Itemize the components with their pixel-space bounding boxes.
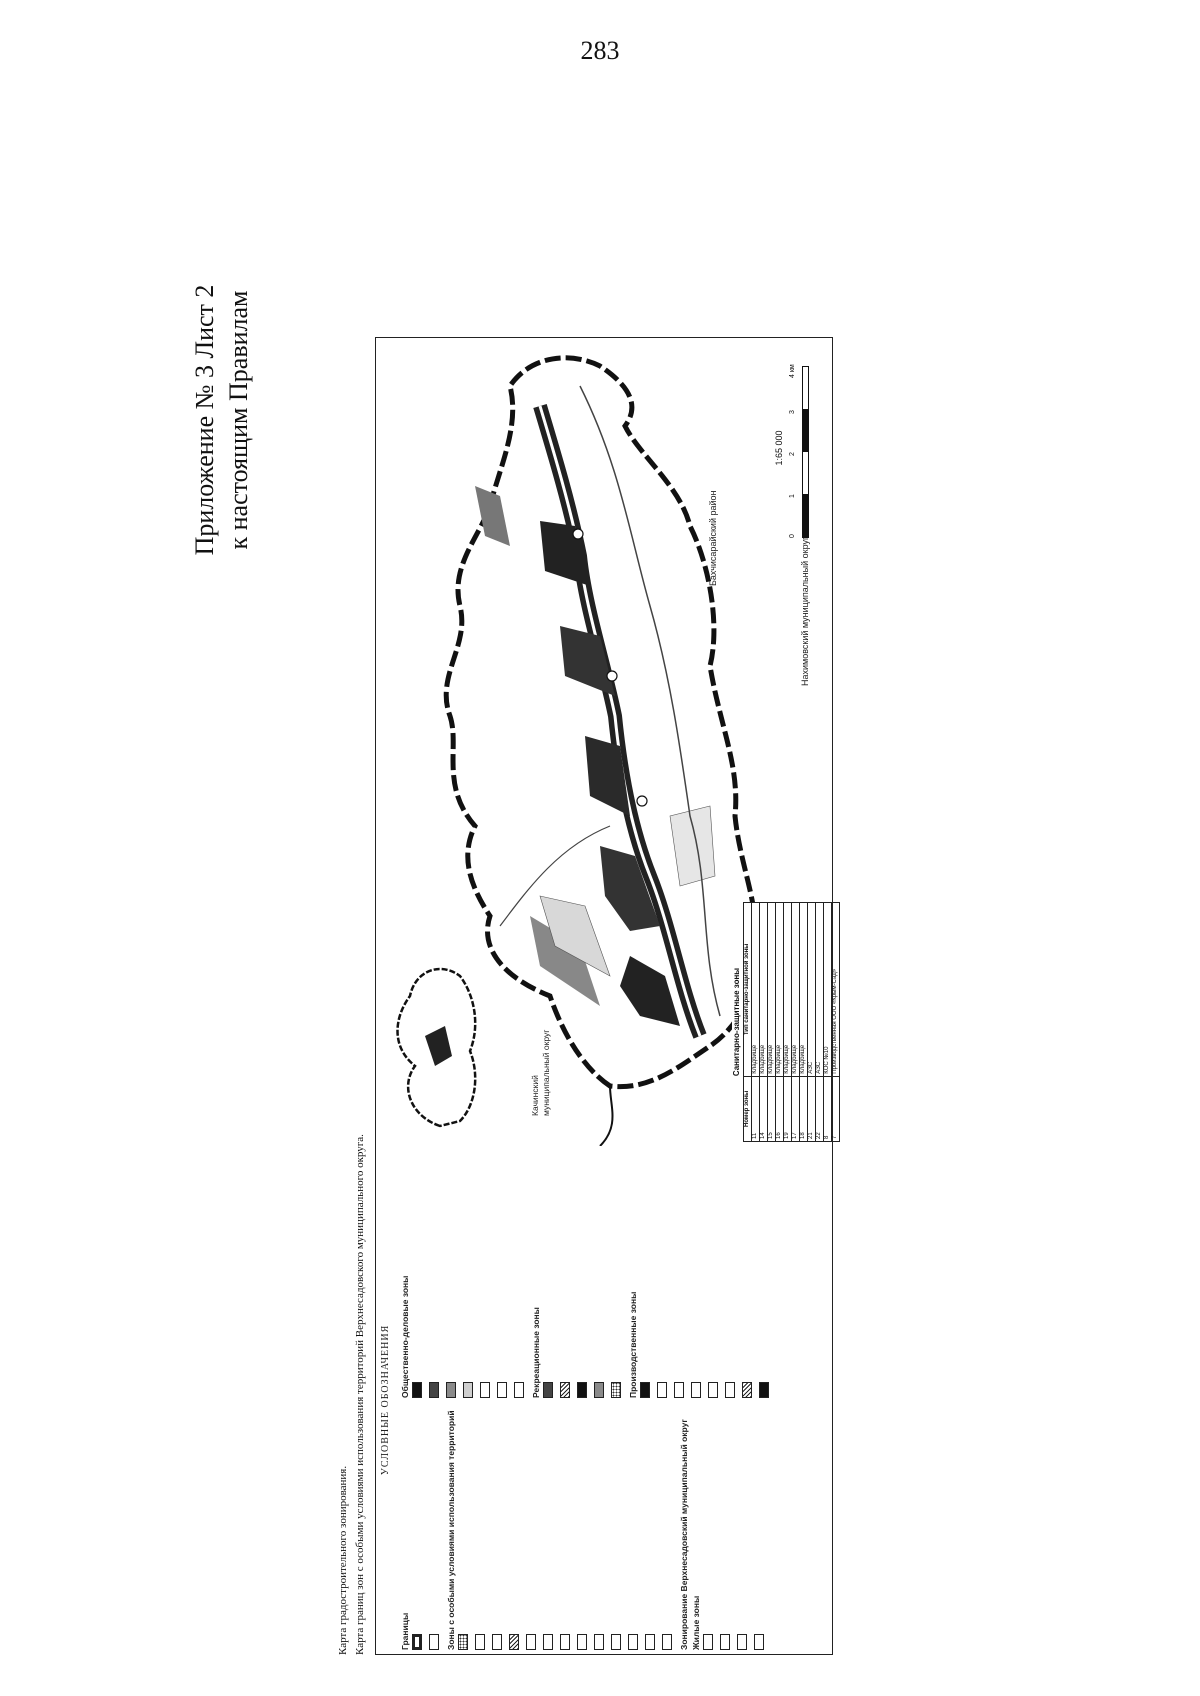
sanitary-zones-table <box>732 902 838 1142</box>
legend-swatch <box>754 1634 764 1650</box>
label-kachinsky-2: муниципальный округ <box>541 1029 551 1116</box>
table-cell: Кладбище <box>752 903 760 1077</box>
legend-swatch <box>662 1634 672 1650</box>
table-cell: Кладбище <box>760 903 768 1077</box>
legend-head-special-zones: Зоны с особыми условиями использования территорий <box>446 1410 456 1650</box>
legend-item <box>737 1404 750 1650</box>
legend-item <box>475 1404 488 1650</box>
legend-item <box>628 1404 641 1650</box>
legend-swatch <box>708 1382 718 1398</box>
legend-head-public: Общественно-деловые зоны <box>400 1275 410 1398</box>
table-cell: 7 <box>832 1076 840 1141</box>
label-bakhchisaray: Бахчисарайский район <box>708 490 718 586</box>
table-row <box>760 903 768 1142</box>
legend-swatch <box>759 1382 769 1398</box>
legend-swatch <box>514 1382 524 1398</box>
legend-item <box>458 1404 471 1650</box>
table-cell: 8 <box>824 1076 832 1141</box>
legend-swatch <box>737 1634 747 1650</box>
road-marker <box>607 671 617 681</box>
scale-bar-graphic <box>802 366 809 538</box>
legend-item <box>662 1404 675 1650</box>
legend-swatch <box>543 1634 553 1650</box>
legend-item <box>446 1152 459 1398</box>
table-row <box>832 903 840 1142</box>
legend-swatch <box>577 1634 587 1650</box>
legend-swatch <box>594 1382 604 1398</box>
legend-swatch <box>611 1634 621 1650</box>
legend-title: УСЛОВНЫЕ ОБОЗНАЧЕНИЯ <box>380 1324 391 1476</box>
table-cell: 16 <box>776 1076 784 1141</box>
table-header: Тип санитарно-защитной зоны <box>744 903 752 1077</box>
legend-swatch <box>458 1634 468 1650</box>
table-cell: Кладбище <box>792 903 800 1077</box>
legend-item <box>526 1404 539 1650</box>
legend-item <box>412 1152 425 1398</box>
legend-item <box>645 1404 658 1650</box>
legend-swatch <box>640 1382 650 1398</box>
legend-item <box>611 1152 624 1398</box>
table-header: Номер зоны <box>744 1076 752 1141</box>
legend-head-production: Производственные зоны <box>628 1291 638 1398</box>
legend-swatch <box>703 1634 713 1650</box>
legend-swatch <box>560 1382 570 1398</box>
legend-item <box>657 1152 670 1398</box>
legend-swatch <box>674 1382 684 1398</box>
table-cell: 19 <box>784 1076 792 1141</box>
table-row <box>800 903 808 1142</box>
scale-ticks <box>789 358 801 538</box>
legend-swatch <box>645 1634 655 1650</box>
table-row <box>808 903 816 1142</box>
legend-item <box>720 1404 733 1650</box>
table-cell: 22 <box>816 1076 824 1141</box>
caption-line-2: Карта границ зон с особыми условиями использования территорий Верхнесадовского муниципального округа. <box>354 1134 366 1655</box>
table-cell: КОС №10 <box>824 903 832 1077</box>
legend-head-borders: Границы <box>400 1612 410 1650</box>
legend-item <box>708 1152 721 1398</box>
scale-tick: 0 <box>789 534 796 538</box>
map-frame <box>375 337 838 1655</box>
legend-swatch <box>720 1634 730 1650</box>
table-row <box>752 903 760 1142</box>
legend-swatch <box>543 1382 553 1398</box>
table-row <box>816 903 824 1142</box>
table-cell: 11 <box>752 1076 760 1141</box>
legend-swatch <box>429 1634 439 1650</box>
legend-item <box>594 1404 607 1650</box>
appendix-line-1: Приложение № 3 Лист 2 <box>190 284 219 556</box>
legend-swatch <box>526 1634 536 1650</box>
legend-item <box>480 1152 493 1398</box>
legend-item <box>509 1404 522 1650</box>
table-header-row <box>744 903 752 1142</box>
table-row <box>768 903 776 1142</box>
table-cell: АЗС <box>808 903 816 1077</box>
legend-item <box>725 1152 738 1398</box>
legend-swatch <box>446 1382 456 1398</box>
legend-head-zoning: Зонирование Верхнесадовский муниципальный округ <box>679 1419 689 1650</box>
scale-tick: 2 <box>789 452 796 456</box>
caption-line-1: Карта градостроительного зонирования. <box>337 1465 349 1655</box>
road-marker <box>637 796 647 806</box>
scale-tick: 3 <box>789 410 796 414</box>
legend-item <box>543 1404 556 1650</box>
legend-item <box>754 1404 767 1650</box>
sanitary-table <box>743 902 840 1142</box>
table-row <box>824 903 832 1142</box>
map-captions <box>335 335 373 1655</box>
legend-item <box>412 1404 425 1650</box>
label-nakhimovsky: Нахимовский муниципальный округ <box>800 536 810 686</box>
district-boundary <box>446 358 756 1087</box>
sanitary-title: Санитарно-защитные зоны <box>732 967 741 1077</box>
legend-item <box>463 1152 476 1398</box>
table-cell: Производственная ООО «Крым-Сад» <box>832 903 840 1077</box>
legend-item <box>560 1404 573 1650</box>
legend-head-residential: Жилые зоны <box>691 1595 701 1650</box>
legend-item <box>674 1152 687 1398</box>
legend-swatch <box>691 1382 701 1398</box>
zone-light-2 <box>670 806 715 886</box>
legend-swatch <box>497 1382 507 1398</box>
legend-item <box>492 1404 505 1650</box>
legend-swatch <box>412 1634 422 1650</box>
table-cell: Кладбище <box>776 903 784 1077</box>
table-cell: 17 <box>792 1076 800 1141</box>
table-cell: 14 <box>760 1076 768 1141</box>
western-boundary <box>600 1086 613 1146</box>
legend-item <box>611 1404 624 1650</box>
legend-item <box>543 1152 556 1398</box>
label-kachinsky-1: Качинский <box>530 1075 540 1116</box>
legend-swatch <box>480 1382 490 1398</box>
legend-swatch <box>577 1382 587 1398</box>
legend-item <box>594 1152 607 1398</box>
scale-tick: 1 <box>789 494 796 498</box>
legend-item <box>577 1152 590 1398</box>
legend-swatch <box>412 1382 422 1398</box>
legend-head-recreation: Рекреационные зоны <box>531 1307 541 1398</box>
legend-item <box>742 1152 755 1398</box>
legend-swatch <box>492 1634 502 1650</box>
table-cell: 21 <box>808 1076 816 1141</box>
legend-swatch <box>725 1382 735 1398</box>
table-row <box>784 903 792 1142</box>
legend-item <box>640 1152 653 1398</box>
legend-item <box>703 1404 716 1650</box>
page-number: 283 <box>580 36 620 65</box>
legend-item <box>514 1152 527 1398</box>
scale-tick: 4 км <box>789 364 796 378</box>
table-cell: АЗС <box>816 903 824 1077</box>
zone-gray-2 <box>475 486 510 546</box>
legend-swatch <box>628 1634 638 1650</box>
scale-ratio: 1:65 000 <box>774 430 784 466</box>
legend-swatch <box>509 1634 519 1650</box>
table-cell: Кладбище <box>768 903 776 1077</box>
legend-swatch <box>742 1382 752 1398</box>
legend <box>380 1150 826 1650</box>
legend-column-left <box>398 1404 771 1650</box>
legend-item <box>759 1152 772 1398</box>
legend-swatch <box>560 1634 570 1650</box>
table-row <box>776 903 784 1142</box>
legend-swatch <box>611 1382 621 1398</box>
legend-swatch <box>475 1634 485 1650</box>
legend-item <box>691 1152 704 1398</box>
legend-item <box>497 1152 510 1398</box>
legend-item <box>577 1404 590 1650</box>
scale-bar <box>774 358 818 538</box>
map-area <box>380 344 838 1146</box>
legend-swatch <box>657 1382 667 1398</box>
legend-item <box>429 1152 442 1398</box>
legend-swatch <box>594 1634 604 1650</box>
legend-column-right <box>398 1152 776 1398</box>
road-marker <box>573 529 583 539</box>
table-cell: 18 <box>800 1076 808 1141</box>
inset-map <box>380 950 492 1146</box>
table-cell: Кладбище <box>784 903 792 1077</box>
legend-item <box>560 1152 573 1398</box>
inset-highlight <box>425 1026 452 1066</box>
legend-swatch <box>429 1382 439 1398</box>
table-cell: Кладбище <box>800 903 808 1077</box>
table-cell: 15 <box>768 1076 776 1141</box>
legend-item <box>429 1404 442 1650</box>
table-row <box>792 903 800 1142</box>
legend-swatch <box>463 1382 473 1398</box>
appendix-line-2: к настоящим Правилам <box>224 290 253 550</box>
